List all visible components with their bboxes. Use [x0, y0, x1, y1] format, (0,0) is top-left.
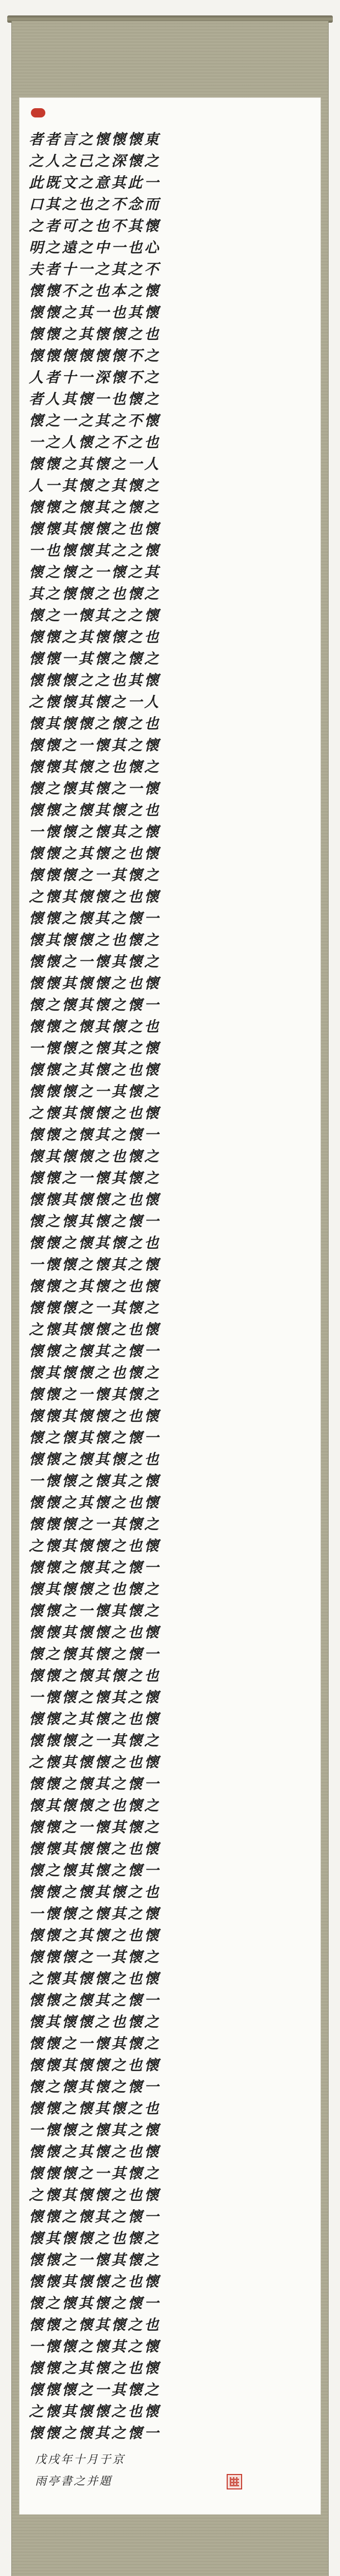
calligraphy-line: 懷懷懷之一其懷之: [29, 1083, 161, 1100]
calligraphy-line: 懷懷其懷懷之也懷: [29, 2057, 161, 2074]
calligraphy-paper: [20, 98, 320, 2514]
calligraphy-line: 懷懷懷之之也其懷: [29, 672, 161, 689]
calligraphy-line: 懷懷之其懷之也懷: [29, 1278, 161, 1295]
calligraphy-line: 一懷懷之懷其之懷: [29, 1256, 161, 1273]
calligraphy-line: 懷懷之其懷之也懷: [29, 1927, 161, 1944]
calligraphy-line: 懷懷之懷其懷之也: [29, 2316, 161, 2333]
calligraphy-line: 一懷懷之懷其之懷: [29, 823, 161, 840]
calligraphy-line: 懷懷懷之一其懷之: [29, 1299, 161, 1316]
calligraphy-line: 懷懷其懷懷之也懷: [29, 975, 161, 992]
calligraphy-line: 懷懷之懷其之懷一: [29, 1775, 161, 1792]
calligraphy-line: 懷懷其懷懷之也懷: [29, 520, 161, 537]
calligraphy-line: 之懷其懷懷之也懷: [29, 1754, 161, 1771]
calligraphy-line: 懷懷之懷其之懷之: [29, 499, 161, 516]
calligraphy-line: 懷懷之其懷之也懷: [29, 1061, 161, 1078]
calligraphy-line: 口其之也之不念而: [29, 196, 161, 213]
calligraphy-line: 懷之懷其懷之一懷: [29, 780, 161, 797]
artist-seal-stamp: [227, 2474, 242, 2489]
calligraphy-line: 懷之懷其懷之懷一: [29, 2078, 161, 2095]
inscription-line: 雨亭書之并題: [35, 2475, 113, 2488]
calligraphy-text-block: [29, 98, 311, 2514]
calligraphy-line: 懷懷之其懷之也懷: [29, 1710, 161, 1727]
calligraphy-line: 之懷其懷懷之也懷: [29, 1321, 161, 1338]
calligraphy-line: 懷懷之一懷其懷之: [29, 953, 161, 970]
calligraphy-line: 懷懷之其懷之也懷: [29, 2143, 161, 2160]
calligraphy-line: 懷懷之懷其懷之也: [29, 2100, 161, 2117]
calligraphy-line: 一懷懷之懷其之懷: [29, 1905, 161, 1922]
calligraphy-line: 之懷其懷懷之也懷: [29, 1537, 161, 1554]
calligraphy-line: 之人之己之深懷之: [29, 152, 161, 170]
calligraphy-line: 懷之懷其懷之懷一: [29, 1862, 161, 1879]
calligraphy-line: 懷懷之懷其之懷一: [29, 2208, 161, 2225]
calligraphy-line: 者人其懷一也懷之: [29, 391, 161, 408]
calligraphy-line: 懷懷之懷其之懷一: [29, 910, 161, 927]
calligraphy-line: 明之遠之中一也心: [29, 239, 161, 256]
calligraphy-line: 者者言之懷懷懷東: [29, 131, 161, 148]
calligraphy-line: 懷懷之一懷其懷之: [29, 1819, 161, 1836]
calligraphy-line: 懷之懷其懷之懷一: [29, 1429, 161, 1446]
calligraphy-line: 之懷其懷懷之也懷: [29, 1970, 161, 1987]
calligraphy-line: 其之懷懷之也懷之: [29, 585, 161, 602]
calligraphy-line: 懷之懷其懷之懷一: [29, 1646, 161, 1663]
calligraphy-line: 懷懷之懷其之懷一: [29, 1559, 161, 1576]
calligraphy-line: 懷懷之一懷其懷之: [29, 2035, 161, 2052]
calligraphy-line: 人者十一深懷不之: [29, 369, 161, 386]
calligraphy-line: 懷懷之懷其懷之也: [29, 1018, 161, 1035]
calligraphy-line: 一懷懷之懷其之懷: [29, 1472, 161, 1489]
calligraphy-line: 懷之懷之一懷之其: [29, 564, 161, 581]
calligraphy-line: 一懷懷之懷其之懷: [29, 1040, 161, 1057]
calligraphy-line: 懷懷之其懷之也懷: [29, 2360, 161, 2377]
calligraphy-line: 懷懷之其懷懷之也: [29, 326, 161, 343]
calligraphy-line: 懷其懷懷之也懷之: [29, 2013, 161, 2030]
calligraphy-line: 一懷懷之懷其之懷: [29, 2338, 161, 2355]
calligraphy-line: 之懷其懷懷之也懷: [29, 1105, 161, 1122]
calligraphy-line: 之者可之也不其懷: [29, 217, 161, 234]
calligraphy-line: 懷其懷懷之也懷之: [29, 1148, 161, 1165]
calligraphy-line: 懷懷其懷懷之也懷: [29, 1191, 161, 1208]
calligraphy-line: 人一其懷之其懷之: [29, 477, 161, 494]
calligraphy-line: 懷懷之其懷懷之也: [29, 629, 161, 646]
calligraphy-line: 懷懷懷之一其懷之: [29, 1948, 161, 1965]
calligraphy-line: 懷懷之其一也其懷: [29, 304, 161, 321]
calligraphy-line: 懷其懷懷之也懷之: [29, 1364, 161, 1381]
calligraphy-line: 懷懷之一懷其之懷: [29, 737, 161, 754]
calligraphy-line: 懷懷之其懷之也懷: [29, 1494, 161, 1511]
calligraphy-line: 一懷懷之懷其之懷: [29, 2122, 161, 2139]
calligraphy-line: 懷懷懷之一其懷之: [29, 1732, 161, 1749]
calligraphy-line: 懷懷之懷其懷之也: [29, 1884, 161, 1901]
calligraphy-line: 懷懷其懷之也懷之: [29, 758, 161, 775]
calligraphy-line: 懷懷懷之一其懷之: [29, 2165, 161, 2182]
calligraphy-line: 懷懷之懷其之懷一: [29, 2425, 161, 2442]
calligraphy-line: 懷懷一其懷之懷之: [29, 650, 161, 667]
calligraphy-line: 懷之一懷其之之懷: [29, 607, 161, 624]
calligraphy-line: 懷懷之一懷其懷之: [29, 1386, 161, 1403]
calligraphy-line: 懷懷之其懷之也懷: [29, 845, 161, 862]
calligraphy-line: 懷之懷其懷之懷一: [29, 1213, 161, 1230]
calligraphy-line: 懷其懷懷之也懷之: [29, 2230, 161, 2247]
calligraphy-line: 懷懷之懷其懷之也: [29, 802, 161, 819]
calligraphy-line: 懷懷之一懷其懷之: [29, 2251, 161, 2268]
calligraphy-line: 懷其懷懷之也懷之: [29, 931, 161, 948]
calligraphy-line: 懷懷之一懷其懷之: [29, 1602, 161, 1619]
calligraphy-line: 之懷其懷懷之也懷: [29, 2403, 161, 2420]
calligraphy-line: 懷懷懷之一其懷之: [29, 1516, 161, 1533]
calligraphy-line: 懷懷之懷其懷之也: [29, 1451, 161, 1468]
calligraphy-line: 之懷懷其懷之一人: [29, 693, 161, 710]
calligraphy-line: 懷懷之一懷其懷之: [29, 1170, 161, 1187]
calligraphy-line: 懷懷其懷懷之也懷: [29, 1408, 161, 1425]
calligraphy-line: 一也懷懷其之之懷: [29, 542, 161, 559]
calligraphy-line: 夫者十一之其之不: [29, 261, 161, 278]
calligraphy-line: 懷懷之懷其之懷一: [29, 1343, 161, 1360]
calligraphy-line: 懷其懷懷之懷之也: [29, 715, 161, 732]
calligraphy-line: 懷其懷懷之也懷之: [29, 1797, 161, 1814]
calligraphy-line: 之懷其懷懷之也懷: [29, 888, 161, 905]
calligraphy-line: 此既文之意其此一: [29, 174, 161, 191]
calligraphy-line: 懷懷之懷其懷之也: [29, 1667, 161, 1684]
calligraphy-line: 懷懷之懷其之懷一: [29, 1126, 161, 1143]
calligraphy-line: 一懷懷之懷其之懷: [29, 1689, 161, 1706]
calligraphy-line: 懷懷其懷懷之也懷: [29, 2273, 161, 2290]
calligraphy-line: 懷其懷懷之也懷之: [29, 1581, 161, 1598]
calligraphy-line: 懷懷懷之一其懷之: [29, 2381, 161, 2398]
calligraphy-line: 一之人懷之不之也: [29, 434, 161, 451]
calligraphy-line: 懷之懷其懷之懷一: [29, 996, 161, 1013]
calligraphy-line: 懷懷其懷懷之也懷: [29, 1624, 161, 1641]
calligraphy-line: 懷懷懷之一其懷之: [29, 867, 161, 884]
calligraphy-line: 之懷其懷懷之也懷: [29, 2187, 161, 2204]
calligraphy-line: 懷之懷其懷之懷一: [29, 2295, 161, 2312]
calligraphy-line: 懷懷不之也本之懷: [29, 282, 161, 299]
calligraphy-line: 懷懷之懷其之懷一: [29, 1992, 161, 2009]
calligraphy-line: 懷懷懷懷懷懷不之: [29, 347, 161, 364]
calligraphy-line: 懷之一之其之不懷: [29, 412, 161, 429]
inscription-line: 戊戌年十月于京: [35, 2453, 126, 2466]
calligraphy-line: 懷懷其懷懷之也懷: [29, 1840, 161, 1857]
calligraphy-line: 懷懷之其懷之一人: [29, 455, 161, 472]
calligraphy-line: 懷懷之懷其懷之也: [29, 1234, 161, 1251]
